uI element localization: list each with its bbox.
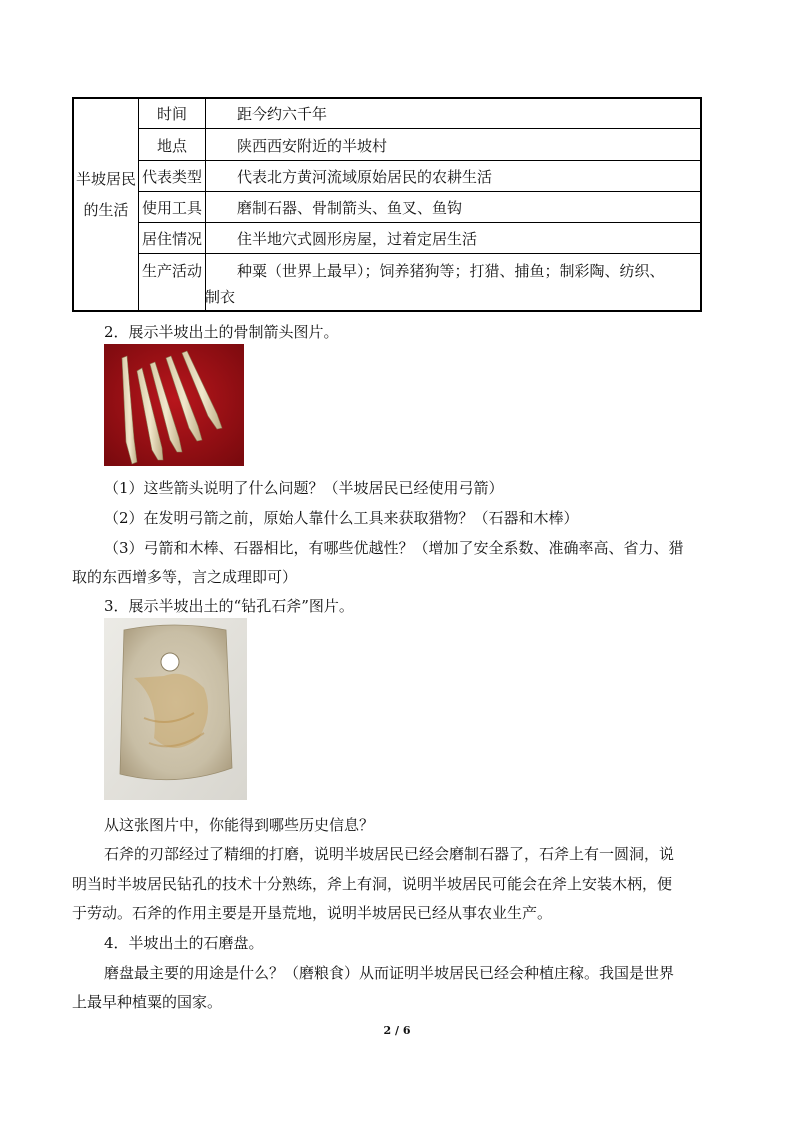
row-label: 地点	[156, 137, 187, 155]
row-group-label-line: 的生活	[83, 201, 129, 219]
section-4-text: 磨盘最主要的用途是什么？（磨粮食）从而证明半坡居民已经会种植庄稼。我国是世界	[104, 964, 675, 982]
section-3-answer: 于劳动。石斧的作用主要是开垦荒地，说明半坡居民已经从事农业生产。	[72, 904, 553, 922]
table-divider	[138, 128, 700, 129]
row-value: 陕西西安附近的半坡村	[237, 137, 388, 155]
question-1: （1）这些箭头说明了什么问题？（半坡居民已经使用弓箭）	[104, 479, 504, 497]
table-divider	[138, 253, 700, 254]
table-divider	[138, 222, 700, 223]
question-3-continuation: 取的东西增多等，言之成理即可）	[72, 568, 298, 586]
row-value: 距今约六千年	[237, 105, 328, 123]
table-divider	[205, 99, 206, 310]
row-label: 使用工具	[141, 199, 202, 217]
row-value: 种粟（世界上最早）；饲养猪狗等；打猎、捕鱼；制彩陶、纺织、	[237, 262, 665, 280]
row-value-continuation: 制衣	[205, 288, 236, 306]
life-table	[72, 97, 702, 312]
section-3-answer: 明当时半坡居民钻孔的技术十分熟练，斧上有洞，说明半坡居民可能会在斧上安装木柄，便	[72, 875, 673, 893]
row-label: 代表类型	[141, 168, 202, 186]
row-label: 生产活动	[141, 262, 202, 280]
page-number: 2 / 6	[383, 1024, 411, 1037]
bone-arrowheads-photo	[104, 344, 244, 466]
section-2-heading: 2．展示半坡出土的骨制箭头图片。	[104, 323, 339, 341]
row-group-label	[74, 169, 138, 220]
section-3-answer: 石斧的刃部经过了精细的打磨，说明半坡居民已经会磨制石器了，石斧上有一圆洞，说	[104, 845, 675, 863]
question-2: （2）在发明弓箭之前，原始人靠什么工具来获取猎物？（石器和木棒）	[104, 509, 579, 527]
row-group-label-line: 半坡居民	[75, 170, 136, 188]
row-label: 时间	[156, 105, 187, 123]
section-3-heading: 3．展示半坡出土的“钻孔石斧”图片。	[104, 597, 354, 615]
bone-arrowheads-image	[104, 344, 244, 466]
row-label: 居住情况	[141, 230, 202, 248]
stone-axe-image	[104, 618, 247, 800]
row-value: 磨制石器、骨制箭头、鱼叉、鱼钩	[237, 199, 463, 217]
perforated-stone-axe-photo	[104, 618, 247, 800]
row-value: 代表北方黄河流域原始居民的农耕生活	[237, 168, 493, 186]
row-value: 住半地穴式圆形房屋，过着定居生活	[237, 230, 478, 248]
section-4-text: 上最早种植粟的国家。	[72, 993, 223, 1011]
section-3-question: 从这张图片中，你能得到哪些历史信息？	[104, 816, 375, 834]
table-divider	[138, 191, 700, 192]
question-3: （3）弓箭和木棒、石器相比，有哪些优越性？（增加了安全系数、准确率高、省力、猎	[104, 539, 684, 557]
section-4-heading: 4．半坡出土的石磨盘。	[104, 934, 264, 952]
table-divider	[138, 160, 700, 161]
